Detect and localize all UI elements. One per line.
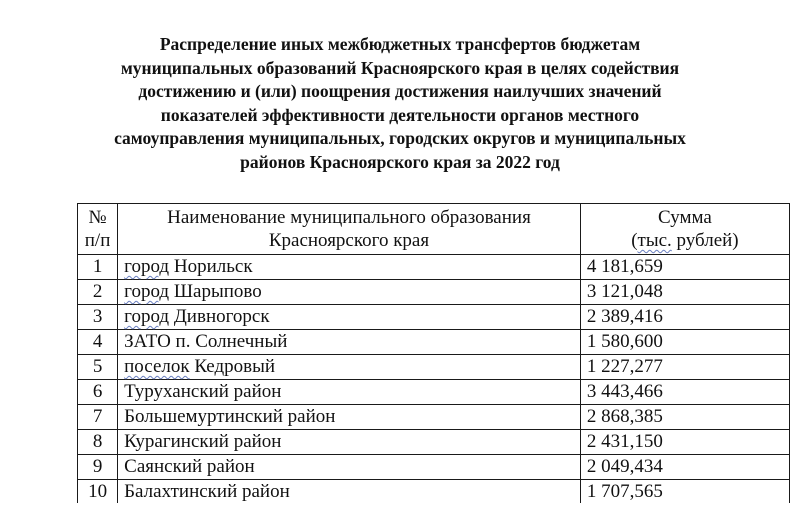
municipality-name (118, 480, 581, 505)
municipality-label: Кедровый (194, 356, 276, 377)
title-line: муниципальных образований Красноярского края в целях содействия (120, 57, 680, 78)
municipality-label: Дивногорск (173, 306, 270, 327)
municipality-label: Балахтинский район (124, 481, 290, 502)
table-row (78, 455, 790, 480)
header-text: Красноярского края (268, 230, 430, 251)
title-line: Распределение иных межбюджетных трансфертов бюджетам (159, 34, 641, 54)
header-text: Сумма (658, 207, 712, 228)
municipality-label: Туруханский район (124, 381, 282, 402)
municipality-name (118, 430, 581, 455)
column-header-number (78, 204, 118, 255)
header-text: Наименование муниципального образования (167, 207, 531, 228)
municipality-name (118, 380, 581, 405)
table-row (78, 405, 790, 430)
amount-value: 2 431,150 (580, 430, 789, 455)
amount-value: 3 121,048 (580, 280, 789, 305)
municipality-label: ЗАТО п. Солнечный (124, 331, 288, 352)
row-number: 6 (78, 380, 118, 405)
header-text: п/п (84, 230, 111, 251)
table-row (78, 255, 790, 280)
municipality-type: город (124, 281, 170, 302)
amount-value: 1 227,277 (580, 355, 789, 380)
municipality-name (118, 405, 581, 430)
table-row (78, 330, 790, 355)
amount-value: 4 181,659 (580, 255, 789, 280)
table-body (78, 255, 790, 505)
title-line: самоуправления муниципальных, городских округов и муниципальных (114, 128, 686, 148)
title-line: достижению и (или) поощрения достижения наилучших значений (138, 81, 662, 101)
document-title (60, 33, 740, 174)
municipality-type: город (124, 256, 170, 277)
row-number: 2 (78, 280, 118, 305)
header-text: № (88, 207, 107, 228)
table-row (78, 305, 790, 330)
column-header-sum (580, 204, 789, 255)
row-number: 4 (78, 330, 118, 355)
amount-value: 2 049,434 (580, 455, 789, 480)
title-line: районов Красноярского края за 2022 год (240, 151, 560, 172)
amount-value: 2 868,385 (580, 405, 789, 430)
municipality-type: город (124, 306, 170, 327)
header-text: (тыс. рублей) (631, 230, 739, 251)
title-line: показателей эффективности деятельности органов местного (160, 104, 640, 125)
transfers-table (77, 203, 790, 505)
row-number: 5 (78, 355, 118, 380)
amount-value: 2 389,416 (580, 305, 789, 330)
municipality-name (118, 355, 581, 380)
table-row (78, 280, 790, 305)
municipality-label: Норильск (173, 256, 253, 277)
column-header-name (118, 204, 581, 255)
row-number: 1 (78, 255, 118, 280)
municipality-name (118, 330, 581, 355)
municipality-label: Саянский район (124, 456, 255, 477)
table-row (78, 380, 790, 405)
row-number: 9 (78, 455, 118, 480)
table-row (78, 480, 790, 505)
table-row (78, 355, 790, 380)
municipality-name (118, 255, 581, 280)
table-row (78, 430, 790, 455)
page-edge (0, 503, 800, 508)
table-header-row (78, 204, 790, 255)
row-number: 8 (78, 430, 118, 455)
amount-value: 3 443,466 (580, 380, 789, 405)
municipality-name (118, 455, 581, 480)
municipality-name (118, 280, 581, 305)
municipality-label: Курагинский район (124, 431, 282, 452)
amount-value: 1 580,600 (580, 330, 789, 355)
row-number: 10 (78, 480, 118, 505)
header-text-unit: тыс. (637, 230, 672, 251)
amount-value: 1 707,565 (580, 480, 789, 505)
municipality-label: Шарыпово (173, 281, 262, 302)
municipality-label: Большемуртинский район (124, 406, 336, 427)
row-number: 3 (78, 305, 118, 330)
municipality-type: поселок (124, 356, 190, 377)
row-number: 7 (78, 405, 118, 430)
municipality-name (118, 305, 581, 330)
